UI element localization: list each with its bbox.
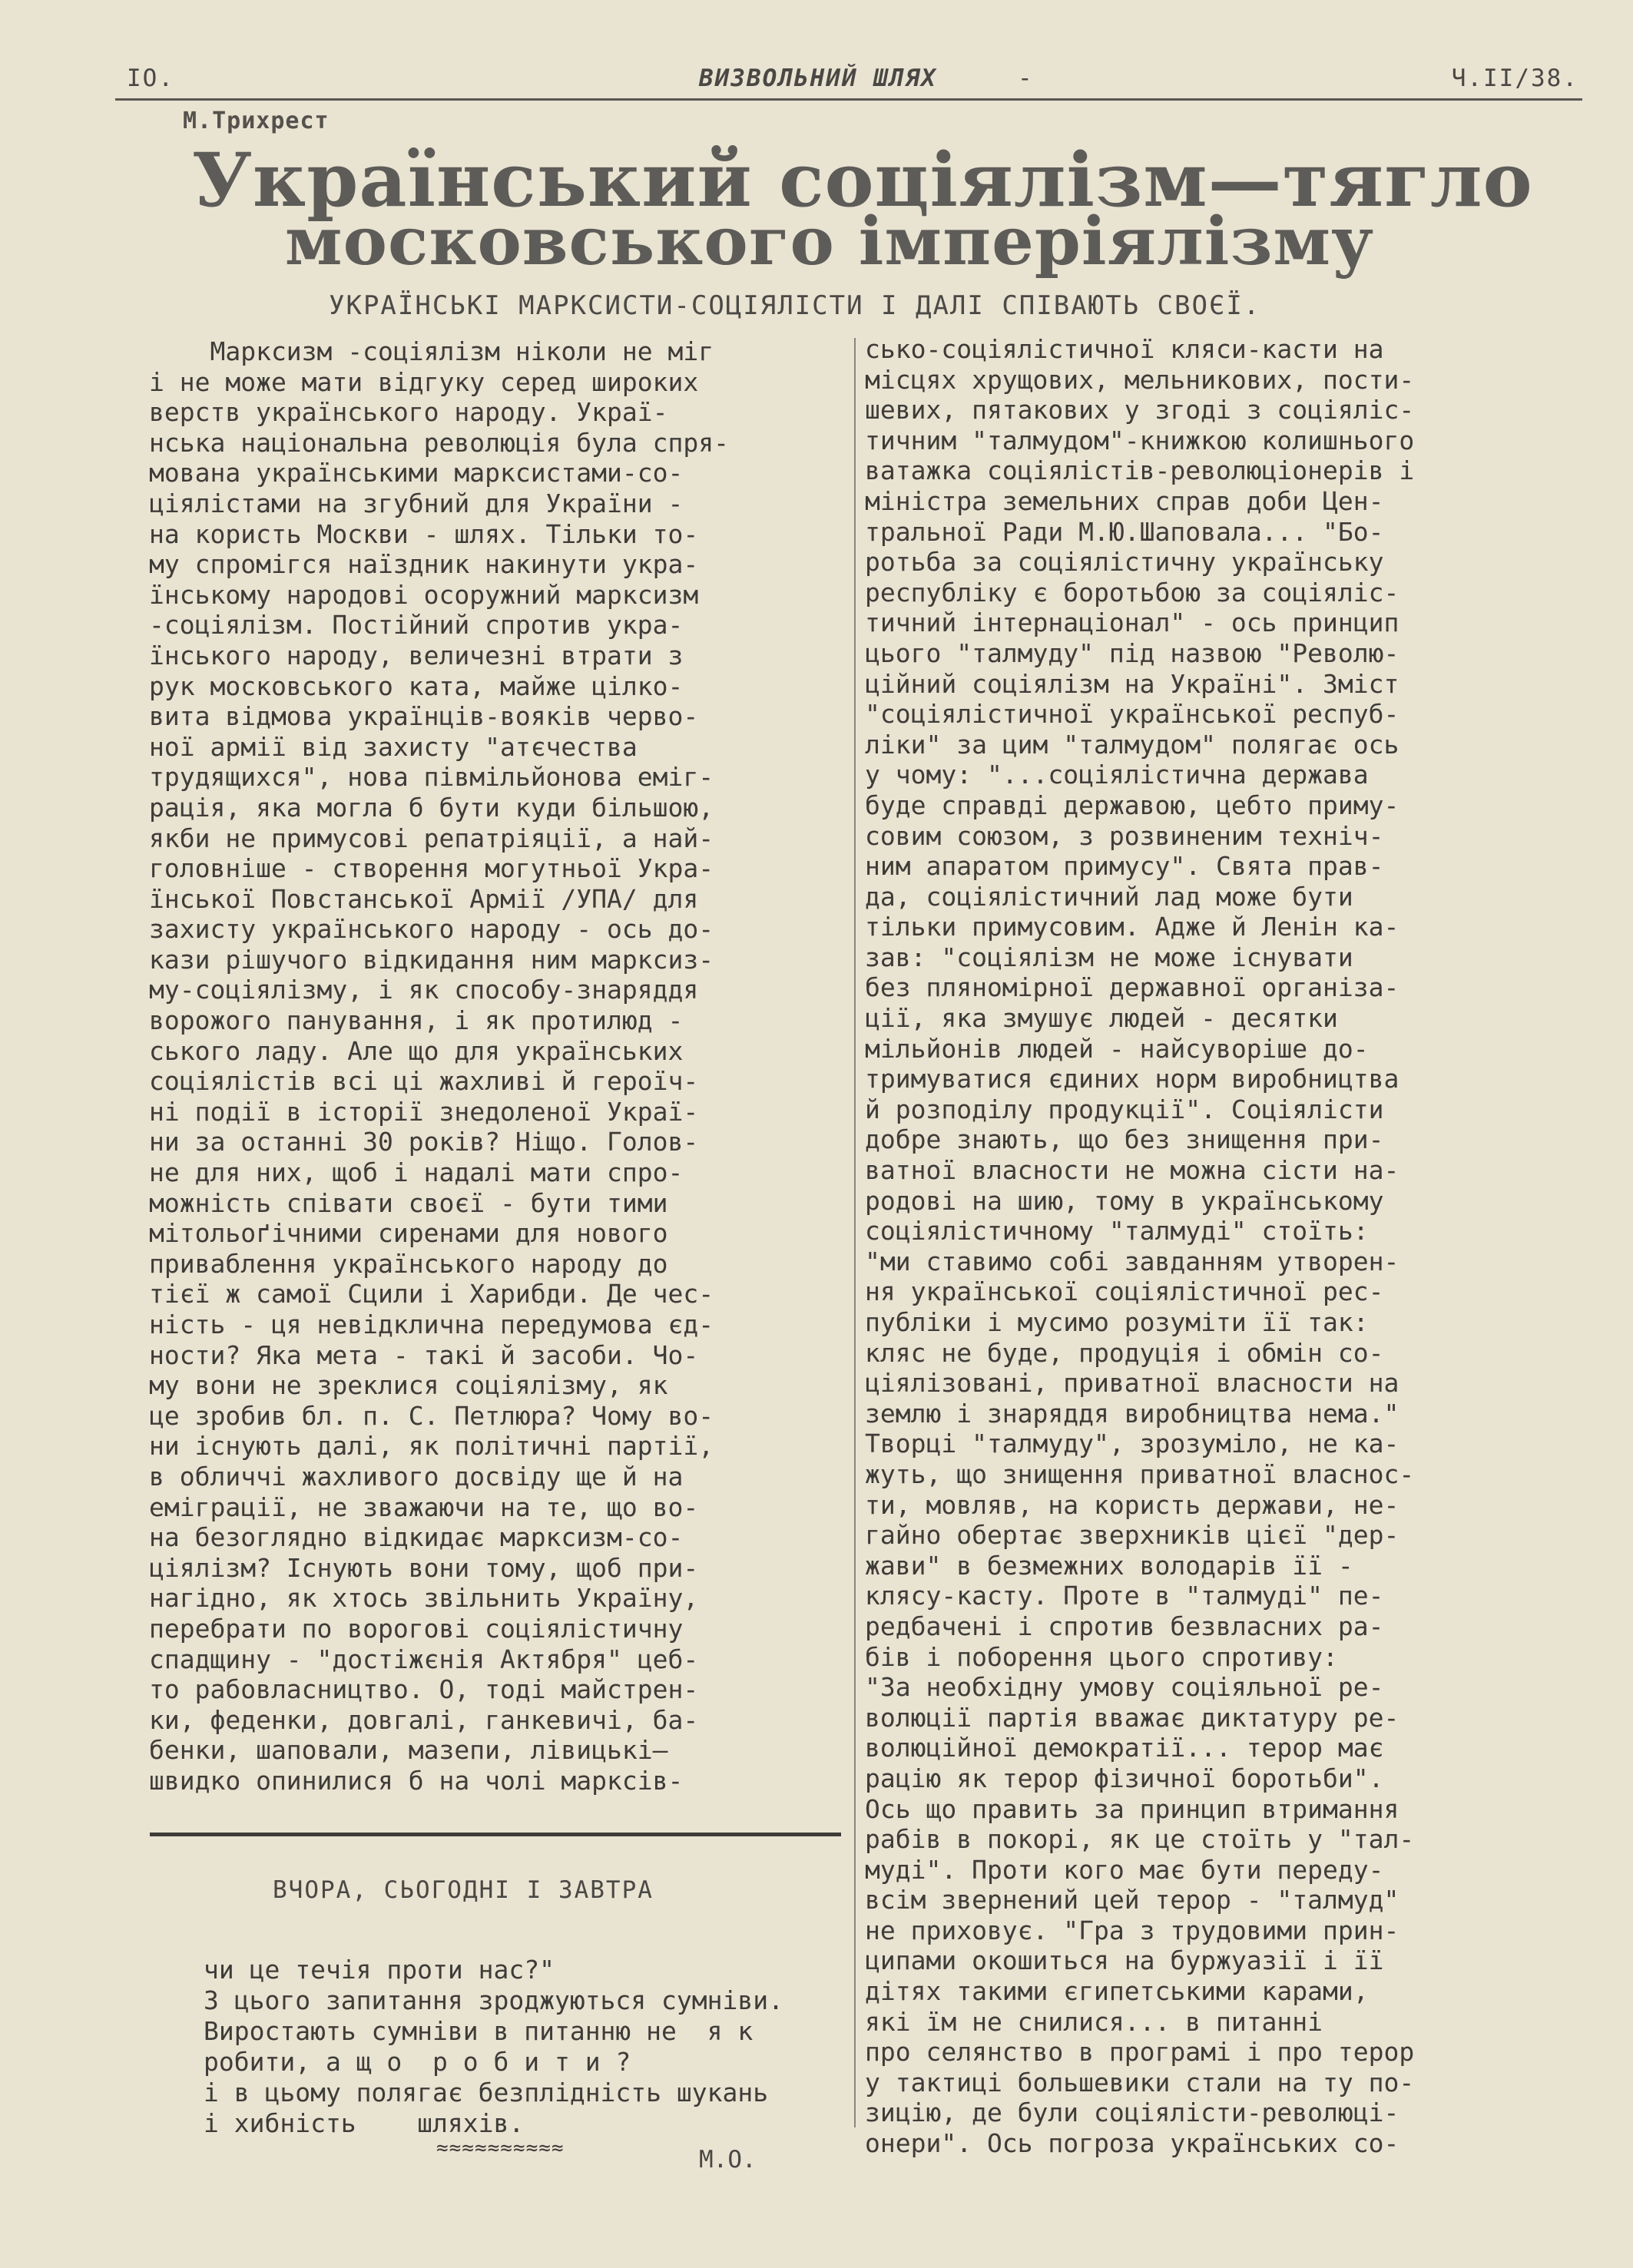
text-line: ворожого панування, і як протилюд - — [149, 1005, 684, 1036]
text-line: тичним "талмудом"-книжкою колишнього — [865, 425, 1415, 455]
text-line: ціялізм? Існують вони тому, щоб при- — [149, 1552, 699, 1583]
text-line: республіку є боротьбою за соціяліс- — [865, 577, 1399, 608]
text-line: міністра земельних справ доби Цен- — [865, 485, 1384, 516]
text-line: ни існують далі, як політичні партії, — [149, 1431, 714, 1462]
text-line: бів і поборення цього спротиву: — [865, 1641, 1338, 1672]
text-line: родові на шию, тому в українському — [865, 1185, 1384, 1216]
text-line: кази рішучого відкидання ним марксиз- — [149, 944, 714, 975]
text-line: да, соціялістичний лад може бути — [865, 881, 1353, 912]
text-line: верств українського народу. Украї- — [149, 397, 668, 428]
text-line: тільки примусовим. Адже й Ленін ка- — [865, 912, 1399, 942]
text-line: ности? Яка мета - такі й засоби. Чо- — [149, 1339, 699, 1370]
text-line: землю і знаряддя виробництва нема." — [865, 1398, 1399, 1429]
text-line: ліки" за цим "талмудом" полягає ось — [865, 729, 1399, 760]
text-line: спадщину - "достіжєнія Актября" цеб- — [149, 1644, 699, 1674]
article-subtitle: УКРАЇНСЬКІ МАРКСИСТИ-СОЦІЯЛІСТИ І ДАЛІ СПІВАЮТЬ СВОЄЇ. — [329, 290, 1261, 321]
text-line: вита відмова українців-вояків черво- — [149, 701, 699, 732]
text-line: які їм не снилися... в питанні — [865, 2006, 1323, 2037]
header-dash: - — [1018, 65, 1034, 92]
text-line: їнському народові осоружний марксизм — [149, 579, 699, 610]
text-line: то рабовласництво. О, тоді майстрен- — [149, 1674, 699, 1705]
text-line: робити, а щ о р о б и т и ? — [204, 2047, 631, 2077]
headline-line-2: московського імперіялізму — [284, 203, 1375, 280]
text-line: головніше - створення могутньої Укра- — [149, 853, 714, 884]
text-line: нагідно, як хтось звільнить Україну, — [149, 1583, 699, 1614]
text-line: му вони не зреклися соціялізму, як — [149, 1370, 668, 1401]
text-line: -соціялізм. Постійний спротив укра- — [149, 610, 684, 641]
text-line: ні події в історії знедоленої Украї- — [149, 1096, 699, 1127]
text-line: волюції партія вважає диктатуру ре- — [865, 1702, 1399, 1733]
text-line: мована українськими марксистами-со- — [149, 458, 684, 488]
text-line: Ось що править за принцип втримання — [865, 1793, 1399, 1824]
text-line: му спромігся наїздник накинути укра- — [149, 549, 699, 580]
issue-number: Ч.II/38. — [1451, 65, 1578, 92]
text-line: ватажка соціялістів-революціонерів і — [865, 455, 1415, 486]
text-line: ватної власности не можна сісти на- — [865, 1155, 1399, 1186]
text-line: їнської Повстанської Армії /УПА/ для — [149, 883, 699, 914]
text-line: ського ладу. Але що для українських — [149, 1035, 684, 1066]
text-line: у чому: "...соціялістична держава — [865, 760, 1369, 790]
text-line: без пляномірної державної організа- — [865, 972, 1399, 1003]
section-signature: М.О. — [699, 2146, 757, 2174]
text-line: рабів в покорі, як це стоїть у "тал- — [865, 1824, 1415, 1855]
text-line: "ми ставимо собі завданням утворен- — [865, 1246, 1399, 1276]
text-line: шевих, пятакових у згоді з соціяліс- — [865, 395, 1415, 425]
text-line: не приховує. "Гра з трудовими прин- — [865, 1915, 1399, 1945]
text-line: нська національна революція була спря- — [149, 427, 729, 458]
section-separator-rule — [150, 1833, 841, 1836]
text-line: публіки і мусимо розуміти її так: — [865, 1307, 1369, 1337]
text-line: ня української соціялістичної рес- — [865, 1276, 1384, 1307]
text-line: ної армії від захисту "атєчества — [149, 731, 638, 762]
text-line: Виростають сумніви в питанню не я к — [204, 2016, 754, 2046]
text-line: жави" в безмежних володарів її - — [865, 1550, 1353, 1581]
text-line: їнського народу, величезні втрати з — [149, 640, 684, 670]
text-line: про селянство в програмі і про терор — [865, 2037, 1415, 2068]
text-line: на безоглядно відкидає марксизм-со- — [149, 1522, 684, 1553]
text-line: ротьба за соціялістичну українську — [865, 547, 1384, 578]
text-line: рація, яка могла б бути куди більшою, — [149, 792, 714, 823]
text-line: мітольоґічними сиренами для нового — [149, 1218, 668, 1249]
text-line: можність співати своєї - бути тими — [149, 1187, 668, 1218]
text-line: Марксизм -соціялізм ніколи не міг — [149, 336, 714, 366]
page-number: IO. — [127, 65, 174, 92]
text-line: буде справді державою, цебто приму- — [865, 790, 1399, 820]
text-line: онери". Ось погроза українських со- — [865, 2128, 1399, 2159]
text-line: соціялістів всі ці жахливі й героїч- — [149, 1066, 699, 1097]
text-line: рацію як терор фізичної боротьби". — [865, 1763, 1384, 1793]
text-line: у тактиці большевики стали на ту по- — [865, 2067, 1415, 2097]
text-line: швидко опинилися б на чолі марксів- — [149, 1765, 684, 1796]
text-line: чи це течія проти нас?" — [204, 1955, 555, 1985]
text-line: клясу-касту. Проте в "талмуді" пе- — [865, 1581, 1384, 1611]
text-line: совим союзом, з розвиненим техніч- — [865, 820, 1384, 851]
text-line: ціялізовані, приватної власности на — [865, 1368, 1399, 1399]
article-author: М.Трихрест — [183, 108, 330, 134]
text-line: дітях такими єгипетськими карами, — [865, 1976, 1369, 2007]
text-line: "За необхідну умову соціяльної ре- — [865, 1672, 1384, 1703]
text-line: тичний інтернаціонал" - ось принцип — [865, 608, 1399, 638]
text-line: тієї ж самої Сцили і Харибди. Де чес- — [149, 1279, 714, 1309]
text-line: й розподілу продукції". Соціялісти — [865, 1094, 1384, 1124]
left-column-text — [149, 336, 729, 1796]
right-column-text — [865, 334, 1414, 2159]
text-line: жуть, що знищення приватної власнос- — [865, 1458, 1415, 1489]
text-line: захисту українського народу - ось до- — [149, 914, 714, 945]
section-title: ВЧОРА, СЬОГОДНІ І ЗАВТРА — [273, 1876, 654, 1904]
text-line: в обличчі жахливого досвіду ще й на — [149, 1461, 684, 1492]
text-line: зав: "соціялізм не може існувати — [865, 942, 1353, 972]
text-line: ційний соціялізм на Україні". Зміст — [865, 668, 1399, 699]
text-line: і не може мати відгуку серед широких — [149, 366, 699, 397]
text-line: рук московського ката, майже цілко- — [149, 670, 684, 701]
text-line: З цього запитання зроджуються сумніви. — [204, 1985, 783, 2015]
text-line: Творці "талмуду", зрозуміло, не ка- — [865, 1429, 1399, 1459]
text-line: трудящихся", нова півмільйонова еміг- — [149, 762, 714, 793]
text-line: всім звернений цей терор - "талмуд" — [865, 1885, 1399, 1915]
text-line: муді". Проти кого має бути переду- — [865, 1854, 1384, 1885]
header-rule — [115, 98, 1582, 101]
text-line: тримуватися єдиних норм виробництва — [865, 1064, 1399, 1094]
text-line: му-соціялізму, і як способу-знаряддя — [149, 975, 699, 1005]
text-line: ни за останні 30 років? Ніщо. Голов- — [149, 1127, 699, 1157]
text-line: зицію, де були соціялісти-революці- — [865, 2097, 1399, 2128]
text-line: і в цьому полягає безплідність шукань — [204, 2078, 769, 2107]
text-line: приваблення українського народу до — [149, 1248, 668, 1279]
text-line: якби не примусові репатріяції, а най- — [149, 823, 714, 853]
text-line: мільйонів людей - найсуворіше до- — [865, 1033, 1369, 1064]
text-line: ціялістами на згубний для України - — [149, 488, 684, 518]
text-line: цього "талмуду" під назвою "Револю- — [865, 637, 1399, 668]
text-line: гайно обертає зверхників цієї "дер- — [865, 1520, 1399, 1551]
text-line: добре знають, що без знищення при- — [865, 1124, 1384, 1155]
text-line: ти, мовляв, на користь держави, не- — [865, 1489, 1399, 1520]
text-line: ність - ця невідклична передумова єд- — [149, 1309, 714, 1339]
running-head — [127, 65, 1578, 95]
journal-title: ВИЗВОЛЬНИЙ ШЛЯХ — [699, 65, 937, 92]
text-line: ції, яка змушує людей - десятки — [865, 1003, 1338, 1034]
text-line: це зробив бл. п. С. Петлюра? Чому во- — [149, 1400, 714, 1431]
text-line: ки, феденки, довгалі, ганкевичі, ба- — [149, 1704, 699, 1735]
text-line: місцях хрущових, мельникових, пости- — [865, 364, 1415, 395]
text-line: перебрати по ворогові соціялістичну — [149, 1613, 684, 1644]
text-line: на користь Москви - шлях. Тільки то- — [149, 518, 699, 549]
section-text — [204, 1955, 783, 2139]
column-divider — [854, 338, 856, 2127]
text-line: кляс не буде, продуція і обмін со- — [865, 1337, 1384, 1368]
text-line: тральної Ради М.Ю.Шаповала... "Бо- — [865, 516, 1384, 547]
text-line: редбачені і спротив безвласних ра- — [865, 1611, 1384, 1641]
text-line: еміграції, не зважаючи на те, що во- — [149, 1492, 699, 1522]
text-line: соціялістичному "талмуді" стоїть: — [865, 1216, 1369, 1247]
text-line: і хибність шляхів. — [204, 2108, 525, 2138]
text-line: ципами окошиться на буржуазії і її — [865, 1945, 1384, 1976]
text-line: сько-соціялістичної кляси-касти на — [865, 334, 1384, 364]
text-line: ним апаратом примусу". Свята прав- — [865, 851, 1384, 882]
text-line: "соціялістичної української респуб- — [865, 699, 1399, 730]
headline-line-1: Український соціялізм—тягло — [192, 137, 1533, 223]
wavy-divider: ≈≈≈≈≈≈≈≈≈≈ — [436, 2137, 565, 2160]
text-line: волюційної демократії... терор має — [865, 1733, 1384, 1763]
text-line: не для них, щоб і надалі мати спро- — [149, 1157, 684, 1188]
text-line: бенки, шаповали, мазепи, лівицькі— — [149, 1735, 668, 1766]
